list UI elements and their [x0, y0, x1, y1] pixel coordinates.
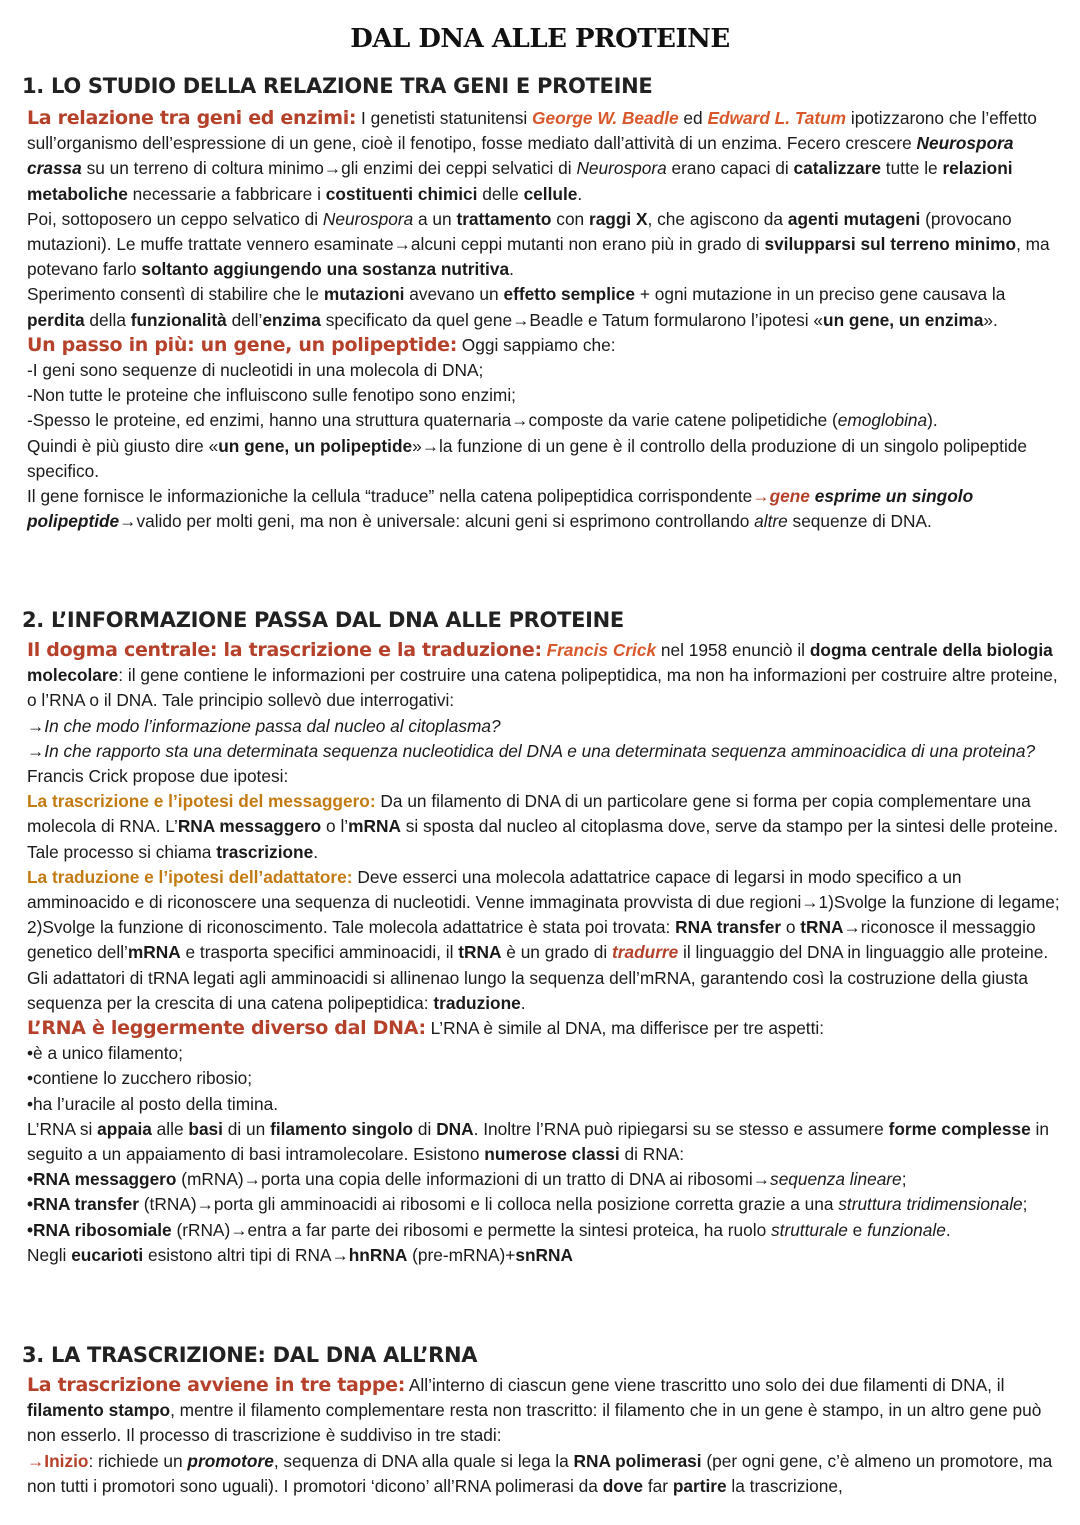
paragraph: Sperimento consentì di stabilire che le mutazioni avevano un effetto semplice + ogni mutazione in un preciso gene causava la perdita della funzionalità dell’enzima specificato da quel gene→Beadle e Tatum formularono l’ipotesi «un gene, un enzima». — [27, 284, 1006, 330]
list-item: →Inizio: richiede un promotore, sequenza di DNA alla quale si lega la RNA polimerasi (per ogni gene, c’è almeno un promotore, ma non tutti i promotori sono uguali). I promotori ‘dicono’ all’RNA polimerasi da dove far partire la trascrizione, — [27, 1450, 1053, 1496]
paragraph: L’RNA è leggermente diverso dal DNA: L’RNA è simile al DNA, ma differisce per tre aspetti: — [27, 1017, 825, 1040]
person-crick: Francis Crick — [546, 640, 657, 660]
list-item: •ha l’uracile al posto della timina. — [27, 1093, 279, 1114]
section-heading-3: 3. LA TRASCRIZIONE: DAL DNA ALL’RNA — [22, 1343, 478, 1367]
section-1-body — [27, 106, 1067, 534]
subheading-messenger: La trascrizione e l’ipotesi del messaggero: — [27, 791, 376, 812]
paragraph: L’RNA si appaia alle basi di un filamento singolo di DNA. Inoltre l’RNA può ripiegarsi su se stesso e assumere forme complesse in seguito a un appaiamento di basi intramolecolare. Esistono numerose classi di RNA: — [27, 1118, 1049, 1165]
paragraph: Quindi è più giusto dire «un gene, un polipeptide»→la funzione di un gene è il controllo della produzione di un singolo polipeptide specifico. — [27, 435, 1028, 481]
list-item: •RNA messaggero (mRNA)→porta una copia delle informazioni di un tratto di DNA ai ribosomi→sequenza lineare; — [27, 1169, 907, 1190]
paragraph: La trascrizione avviene in tre tappe: All’interno di ciascun gene viene trascritto uno solo dei due filamenti di DNA, il filamento stampo, mentre il filamento complementare resta non trascritto: il filamento che in un gene è stampo, in un altro gene può non esserlo. Il processo di trascrizione è suddiviso in tre stadi: — [27, 1374, 1042, 1446]
section-3-body — [27, 1373, 1067, 1499]
person-tatum: Edward L. Tatum — [707, 108, 847, 128]
list-item: -Non tutte le proteine che influiscono sulle fenotipo sono enzimi; — [27, 385, 516, 406]
question: →In che modo l’informazione passa dal nucleo al citoplasma? — [27, 715, 501, 736]
paragraph: Un passo in più: un gene, un polipeptide: Oggi sappiamo che: — [27, 333, 616, 356]
list-item: -I geni sono sequenze di nucleotidi in una molecola di DNA; — [27, 360, 484, 381]
list-item: •contiene lo zucchero ribosio; — [27, 1068, 253, 1089]
subheading-adapter: La traduzione e l’ipotesi dell’adattatore: — [27, 866, 353, 887]
paragraph: La trascrizione e l’ipotesi del messaggero: Da un filamento di DNA di un particolare gene si forma per copia complementare una molecola di RNA. L’RNA messaggero o l’mRNA si sposta dal nucleo al citoplasma dove, serve da stampo per la sintesi delle proteine. Tale processo si chiama trascrizione. — [27, 791, 1059, 862]
subheading-central-dogma: Il dogma centrale: la trascrizione e la traduzione: — [27, 639, 542, 661]
paragraph: Negli eucarioti esistono altri tipi di RNA→hnRNA (pre-mRNA)+snRNA — [27, 1244, 573, 1265]
list-item: -Spesso le proteine, ed enzimi, hanno una struttura quaternaria→composte da varie catene polipetidiche (emoglobina). — [27, 410, 938, 431]
question: →In che rapporto sta una determinata sequenza nucleotidica del DNA e una determinata sequenza amminoacidica di una proteina? — [27, 740, 1036, 761]
section-heading-2: 2. L’INFORMAZIONE PASSA DAL DNA ALLE PROTEINE — [22, 608, 624, 632]
paragraph: Francis Crick propose due ipotesi: — [27, 766, 289, 787]
subheading-three-stages: La trascrizione avviene in tre tappe: — [27, 1374, 406, 1396]
paragraph: Il dogma centrale: la trascrizione e la traduzione: Francis Crick nel 1958 enunciò il dogma centrale della biologia molecolare: il gene contiene le informazioni per costruire una catena polipeptidica, ma non ha informazioni per costruire altre proteine, o l’RNA o il DNA. Tale principio sollevò due interrogativi: — [27, 639, 1058, 711]
paragraph: Poi, sottoposero un ceppo selvatico di Neurospora a un trattamento con raggi X, che agiscono da agenti mutageni (provocano mutazioni). Le muffe trattate vennero esaminate→alcuni ceppi mutanti non erano più in grado di svilupparsi sul terreno minimo, ma potevano farlo soltanto aggiungendo una sostanza nutritiva. — [27, 208, 1050, 280]
page-title: DAL DNA ALLE PROTEINE — [350, 24, 730, 54]
paragraph: Il gene fornisce le informazioniche la cellula “traduce” nella catena polipeptidica corrispondente→gene esprime un singolo polipeptide→valido per molti geni, ma non è universale: alcuni geni si esprimono controllando altre sequenze di DNA. — [27, 486, 974, 532]
person-beadle: George W. Beadle — [532, 108, 679, 128]
section-heading-1: 1. LO STUDIO DELLA RELAZIONE TRA GENI E PROTEINE — [22, 74, 653, 98]
paragraph: La traduzione e l’ipotesi dell’adattatore: Deve esserci una molecola adattatrice capace di legarsi in modo specifico a un amminoacido e di riconoscere una sequenza di nucleotidi. Venne immaginata provvista di due regioni→1)Svolge la funzione di legame; 2)Svolge la funzione di riconoscimento. Tale molecola adattatrice è stata poi trovata: RNA transfer o tRNA→riconosce il messaggio genetico dell’mRNA e trasporta specifici amminoacidi, il tRNA è un grado di tradurre il linguaggio del DNA in linguaggio alle proteine. Gli adattatori di tRNA legati agli amminoacidi si allinenao lungo la sequenza dell’mRNA, garantendo così la costruzione della giusta sequenza per la crescita di una catena polipeptidica: traduzione. — [27, 866, 1060, 1013]
subheading-genes-enzymes: La relazione tra geni ed enzimi: — [27, 107, 357, 129]
subheading-one-gene-one-polypeptide: Un passo in più: un gene, un polipeptide: — [27, 333, 457, 356]
list-item: •RNA transfer (tRNA)→porta gli amminoacidi ai ribosomi e li colloca nella posizione corretta grazie a una struttura tridimensionale; — [27, 1194, 1028, 1215]
paragraph: La relazione tra geni ed enzimi: I genetisti statunitensi George W. Beadle ed Edward L. Tatum ipotizzarono che l’effetto sull’organismo dell’espressione di un gene, cioè il fenotipo, fosse mediato dall’attività di un enzima. Fecero crescere Neurospora crassa su un terreno di coltura minimo→gli enzimi dei ceppi selvatici di Neurospora erano capaci di catalizzare tutte le relazioni metaboliche necessarie a fabbricare i costituenti chimici delle cellule. — [27, 107, 1037, 204]
section-2-body — [27, 638, 1067, 1268]
list-item: •RNA ribosomiale (rRNA)→entra a far parte dei ribosomi e permette la sintesi proteica, ha ruolo strutturale e funzionale. — [27, 1219, 951, 1240]
subheading-rna-vs-dna: L’RNA è leggermente diverso dal DNA: — [27, 1017, 426, 1040]
list-item: •è a unico filamento; — [27, 1043, 183, 1064]
